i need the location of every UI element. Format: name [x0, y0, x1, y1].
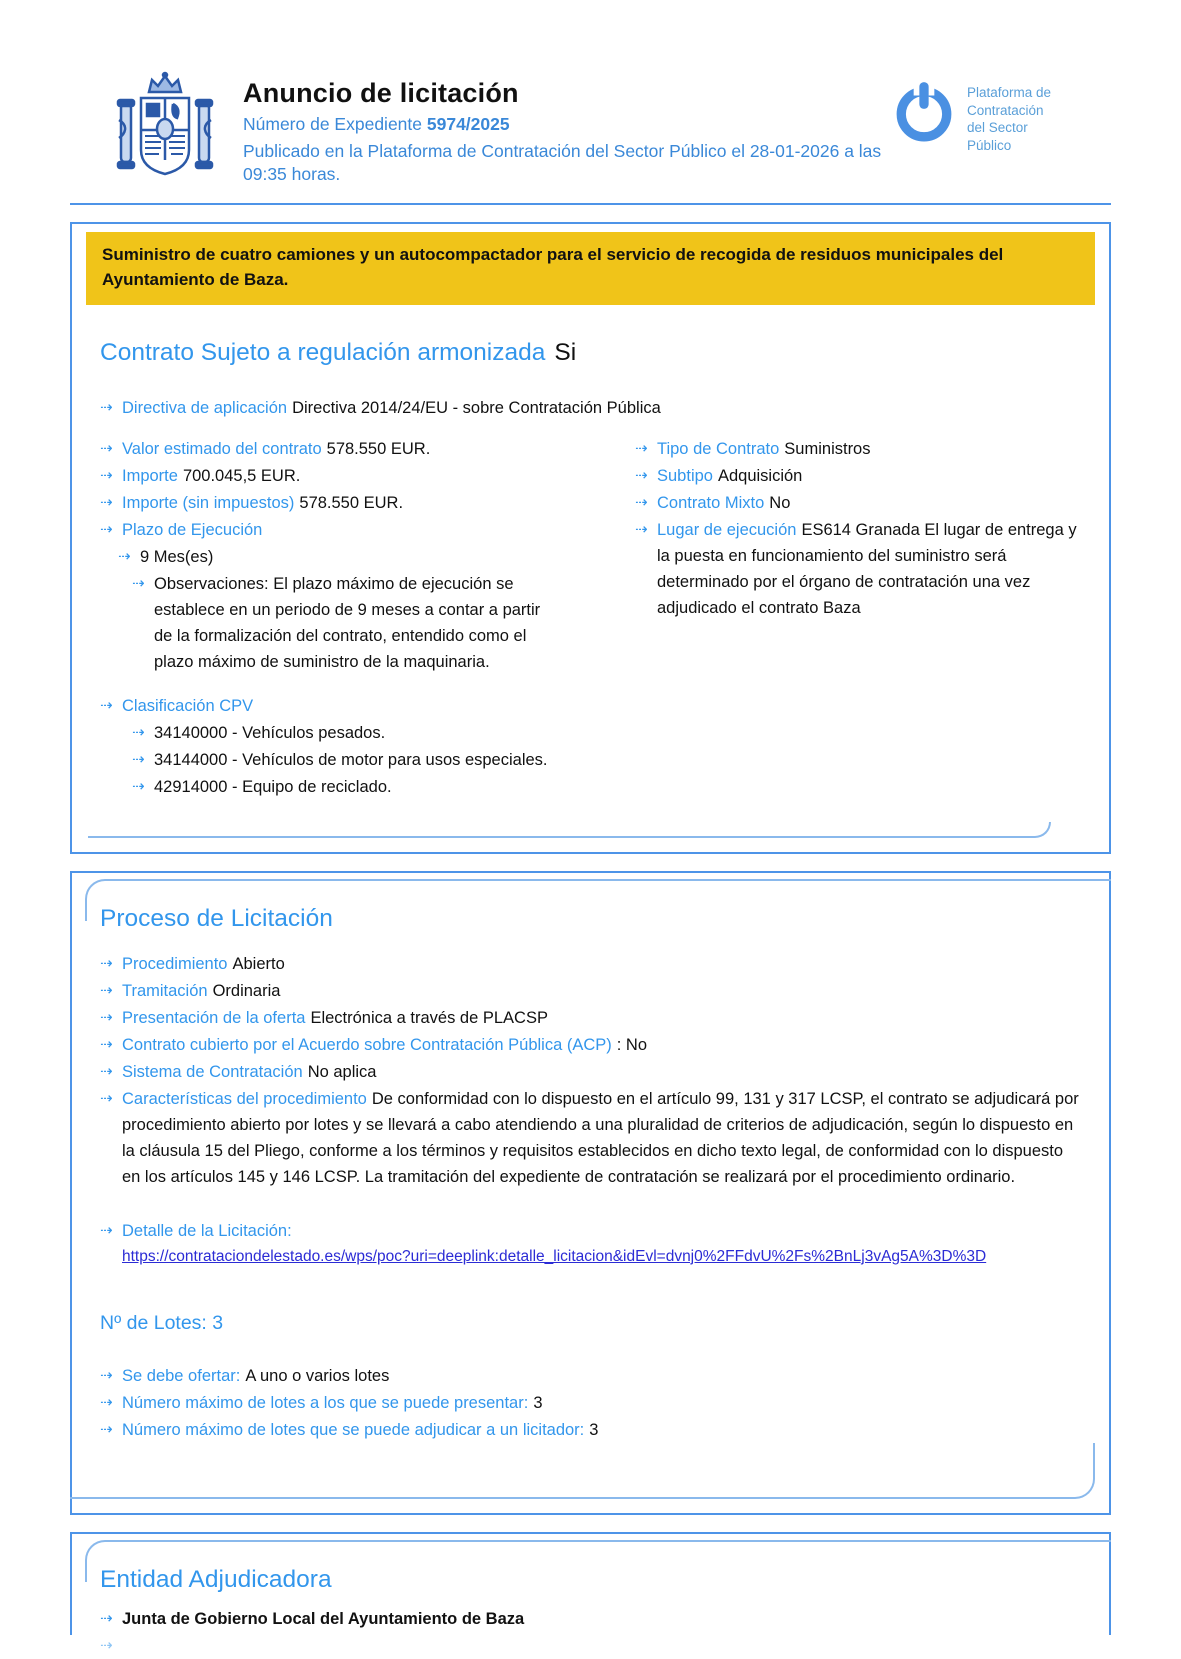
- field-subtipo: ⇢ Subtipo Adquisición: [635, 463, 1079, 489]
- section-entidad-box: [70, 1532, 1111, 1654]
- field-max-lotes-adjudicar: ⇢ Número máximo de lotes que se puede adjudicar a un licitador: 3: [100, 1417, 1079, 1443]
- field-tipo-contrato: ⇢ Tipo de Contrato Suministros: [635, 436, 1079, 462]
- field-se-debe-ofertar: ⇢ Se debe ofertar: A uno o varios lotes: [100, 1363, 1079, 1389]
- dashed-arrow-icon: ⇢: [100, 520, 113, 538]
- field-clasificacion-cpv: ⇢ Clasificación CPV: [100, 693, 1079, 719]
- dashed-arrow-icon: ⇢: [100, 398, 113, 416]
- dashed-arrow-icon: ⇢: [100, 466, 113, 484]
- cpv-item: ⇢ 42914000 - Equipo de reciclado.: [132, 774, 1079, 800]
- dashed-arrow-icon: ⇢: [635, 520, 648, 538]
- field-contrato-mixto: ⇢ Contrato Mixto No: [635, 490, 1079, 516]
- field-detalle-licitacion: ⇢ Detalle de la Licitación:: [100, 1218, 1079, 1244]
- plazo-duration: ⇢ 9 Mes(es): [118, 544, 635, 570]
- lotes-title: Nº de Lotes: 3: [100, 1311, 224, 1334]
- dashed-arrow-icon: ⇢: [100, 1609, 113, 1627]
- plazo-observaciones: ⇢ Observaciones: El plazo máximo de ejecución se establece en un periodo de 9 meses a contar a partir de la formalización del contrato, entendido como el plazo máximo de suministro de la maquinaria.: [132, 571, 562, 675]
- expediente-number: 5974/2025: [426, 114, 510, 134]
- dashed-arrow-icon: ⇢: [118, 547, 131, 565]
- field-importe: ⇢ Importe 700.045,5 EUR.: [100, 463, 635, 489]
- box-corner-swoosh: [88, 822, 1051, 838]
- field-plazo-ejecucion: ⇢ Plazo de Ejecución: [100, 517, 635, 543]
- page-title: Anuncio de licitación: [243, 78, 519, 108]
- field-valor-estimado: ⇢ Valor estimado del contrato 578.550 EUR.: [100, 436, 635, 462]
- expediente-label: Número de Expediente: [243, 114, 422, 134]
- field-tramitacion: ⇢ Tramitación Ordinaria: [100, 978, 1079, 1004]
- dashed-arrow-icon: ⇢: [132, 723, 145, 741]
- published-line: Publicado en la Plataforma de Contratación del Sector Público el 28-01-2026 a las 09:35 horas.: [243, 140, 882, 184]
- field-sistema-contratacion: ⇢ Sistema de Contratación No aplica: [100, 1059, 1079, 1085]
- section-title-entidad: Entidad Adjudicadora: [100, 1565, 332, 1593]
- section-proceso-box: [70, 871, 1111, 1515]
- dashed-arrow-icon: ⇢: [100, 439, 113, 457]
- field-caracteristicas: ⇢ Características del procedimiento De conformidad con lo dispuesto en el artículo 99, 131 y 317 LCSP, el contrato se adjudicará por procedimiento abierto por lotes y se llevará a cabo atendiendo a una pluralidad de criterios de adjudicación, según lo dispuesto en la cláusula 15 del Pliego, conforme a los términos y requisitos establecidos en dicho texto legal, de conformidad con lo dispuesto en los artículos 145 y 146 LCSP. La tramitación del expediente de contratación se realizará por el procedimiento ordinario.: [100, 1086, 1079, 1190]
- dashed-arrow-icon: ⇢: [100, 1636, 113, 1654]
- contract-right-column: [635, 435, 1079, 675]
- field-importe-sin-impuestos: ⇢ Importe (sin impuestos) 578.550 EUR.: [100, 490, 635, 516]
- dashed-arrow-icon: ⇢: [100, 696, 113, 714]
- header-divider: [70, 203, 1111, 205]
- dashed-arrow-icon: ⇢: [100, 1089, 113, 1107]
- licitacion-detail-link[interactable]: https://contrataciondelestado.es/wps/poc?uri=deeplink:detalle_licitacion&idEvl=dvnj0%2FFdvU%2Fs%2BnLj3vAg5A%3D%3D: [122, 1247, 987, 1265]
- field-directiva: ⇢ Directiva de aplicación Directiva 2014/24/EU - sobre Contratación Pública: [100, 395, 1079, 421]
- dashed-arrow-icon: ⇢: [100, 1420, 113, 1438]
- field-procedimiento: ⇢ Procedimiento Abierto: [100, 951, 1079, 977]
- dashed-arrow-icon: ⇢: [635, 439, 648, 457]
- regulacion-value: Si: [554, 338, 577, 366]
- placsp-logo: [893, 78, 1083, 154]
- spain-coat-of-arms-icon: [115, 72, 215, 184]
- dashed-arrow-icon: ⇢: [635, 493, 648, 511]
- power-button-icon: [893, 80, 955, 142]
- dashed-arrow-icon: ⇢: [100, 493, 113, 511]
- dashed-arrow-icon: ⇢: [100, 1366, 113, 1384]
- box-corner-swoosh: [70, 1443, 1095, 1499]
- dashed-arrow-icon: ⇢: [100, 1008, 113, 1026]
- cpv-item: ⇢ 34144000 - Vehículos de motor para usos especiales.: [132, 747, 1079, 773]
- dashed-arrow-icon: ⇢: [635, 466, 648, 484]
- expediente-line: [243, 113, 898, 136]
- field-acp: ⇢ Contrato cubierto por el Acuerdo sobre Contratación Pública (ACP) : No: [100, 1032, 1079, 1058]
- dashed-arrow-icon: ⇢: [132, 574, 145, 592]
- section-title-regulacion: Contrato Sujeto a regulación armonizada Si: [100, 338, 577, 366]
- contract-title-banner: Suministro de cuatro camiones y un autocompactador para el servicio de recogida de residuos municipales del Ayuntamiento de Baza.: [86, 232, 1095, 304]
- section-contrato-box: [70, 222, 1111, 853]
- dashed-arrow-icon: ⇢: [132, 777, 145, 795]
- cpv-item: ⇢ 34140000 - Vehículos pesados.: [132, 720, 1079, 746]
- field-max-lotes-presentar: ⇢ Número máximo de lotes a los que se puede presentar: 3: [100, 1390, 1079, 1416]
- field-lugar-ejecucion: ⇢ Lugar de ejecución ES614 Granada El lugar de entrega y la puesta en funcionamiento del suministro será determinado por el órgano de contratación una vez adjudicado el contrato Baza: [635, 517, 1079, 621]
- dashed-arrow-icon: ⇢: [100, 981, 113, 999]
- dashed-arrow-icon: ⇢: [132, 750, 145, 768]
- dashed-arrow-icon: ⇢: [100, 1035, 113, 1053]
- dashed-arrow-icon: ⇢: [100, 954, 113, 972]
- section-title-proceso: Proceso de Licitación: [100, 904, 333, 932]
- contract-left-column: [100, 435, 635, 675]
- dashed-arrow-icon: ⇢: [100, 1393, 113, 1411]
- placsp-logo-text: Plataforma de Contratación del Sector Público: [967, 85, 1052, 153]
- field-presentacion-oferta: ⇢ Presentación de la oferta Electrónica a través de PLACSP: [100, 1005, 1079, 1031]
- dashed-arrow-icon: ⇢: [100, 1062, 113, 1080]
- dashed-arrow-icon: ⇢: [100, 1221, 113, 1239]
- field-entidad: ⇢ Junta de Gobierno Local del Ayuntamiento de Baza: [100, 1606, 1079, 1632]
